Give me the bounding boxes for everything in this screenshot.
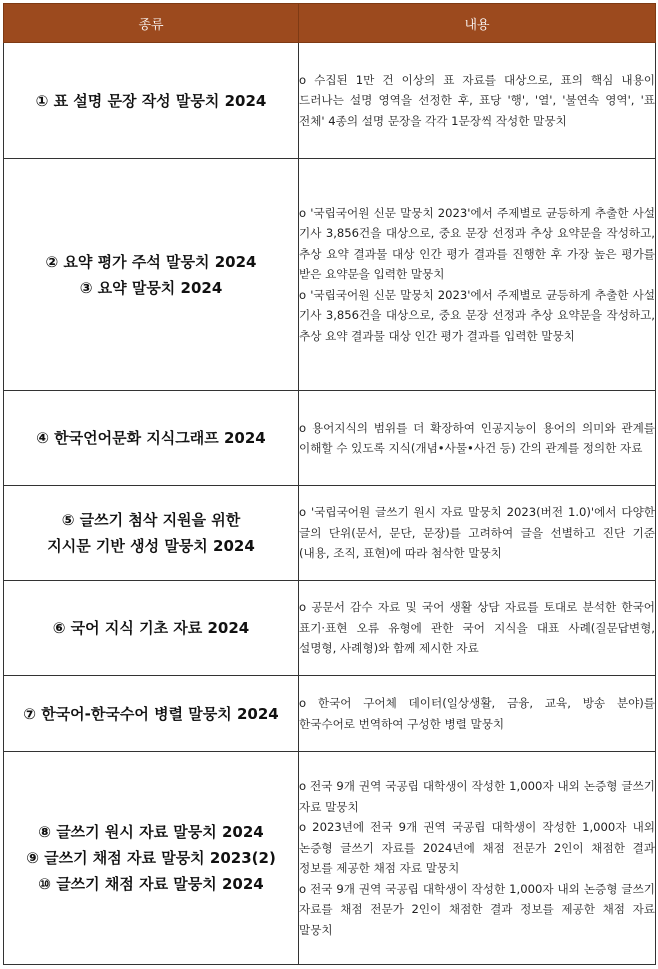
header-content: 내용 bbox=[299, 4, 656, 43]
content-paragraph: o '국립국어원 글쓰기 원시 자료 말뭉치 2023(버전 1.0)'에서 다양한 글의 단위(문서, 문단, 문장)를 고려하여 글을 선별하고 진단 기준(내용, 조직, 표현)에 따라 첨삭한 말뭉치 bbox=[299, 505, 655, 561]
content-paragraph: o 수집된 1만 건 이상의 표 자료를 대상으로, 표의 핵심 내용이 드러나는 설명 영역을 선정한 후, 표당 '행', '열', '불연속 영역', '표 전체' 4종의 설명 문장을 각각 1문장씩 작성한 말뭉치 bbox=[299, 72, 655, 128]
kind-line: ⑧ 글쓰기 원시 자료 말뭉치 2024 bbox=[38, 823, 264, 841]
kind-line: ⑩ 글쓰기 채점 자료 말뭉치 2024 bbox=[38, 875, 264, 893]
content-paragraph: o 공문서 감수 자료 및 국어 생활 상담 자료를 토대로 분석한 한국어 표기·표현 오류 유형에 관한 국어 지식을 대표 사례(질문답변형, 설명형, 사례형)와 함께 제시한 자료 bbox=[299, 600, 655, 656]
kind-line: ④ 한국언어문화 지식그래프 2024 bbox=[36, 429, 266, 447]
content-paragraph: o 용어지식의 범위를 더 확장하여 인공지능이 용어의 의미와 관계를 이해할 수 있도록 지식(개념•사물•사건 등) 간의 관계를 정의한 자료 bbox=[299, 420, 655, 455]
content-cell bbox=[299, 676, 656, 752]
content-cell bbox=[299, 43, 656, 159]
content-paragraph: o 2023년에 전국 9개 권역 국공립 대학생이 작성한 1,000자 내외 논증형 글쓰기 자료를 2024년에 채점 전문가 2인이 채점한 결과 정보를 제공한 채점 자료 말뭉치 bbox=[299, 820, 655, 875]
table-row bbox=[4, 752, 656, 965]
kind-cell bbox=[4, 581, 299, 676]
table-row bbox=[4, 391, 656, 486]
content-paragraph: o 전국 9개 권역 국공립 대학생이 작성한 1,000자 내외 논증형 글쓰기 자료 말뭉치 bbox=[299, 779, 655, 814]
content-cell bbox=[299, 391, 656, 486]
table-row bbox=[4, 581, 656, 676]
kind-line: ⑤ 글쓰기 첨삭 지원을 위한 bbox=[61, 511, 241, 529]
kind-line: ⑦ 한국어-한국수어 병렬 말뭉치 2024 bbox=[23, 704, 279, 723]
header-row bbox=[4, 4, 656, 43]
content-cell bbox=[299, 581, 656, 676]
content-paragraph: o '국립국어원 신문 말뭉치 2023'에서 주제별로 균등하게 추출한 사설 기사 3,856건을 대상으로, 중요 문장 선정과 추상 요약문을 작성하고, 추상 요약 결과물 대상 인간 평가 결과를 진행한 후 가장 높은 평가를 받은 요약문을 입력한 말뭉치 bbox=[299, 205, 655, 282]
content-paragraph: o '국립국어원 신문 말뭉치 2023'에서 주제별로 균등하게 추출한 사설 기사 3,856건을 대상으로, 중요 문장 선정과 추상 요약문을 작성하고, 추상 요약 결과물 대상 인간 평가 결과를 입력한 말뭉치 bbox=[299, 287, 655, 343]
kind-line: ③ 요약 말뭉치 2024 bbox=[79, 278, 223, 297]
table-row bbox=[4, 159, 656, 391]
kind-line: ⑥ 국어 지식 기초 자료 2024 bbox=[52, 619, 250, 637]
kind-cell bbox=[4, 159, 299, 391]
kind-line: ② 요약 평가 주석 말뭉치 2024 bbox=[45, 252, 257, 271]
table-row bbox=[4, 43, 656, 159]
table-row bbox=[4, 486, 656, 581]
content-cell bbox=[299, 752, 656, 965]
corpus-table bbox=[3, 3, 656, 965]
kind-line: ⑨ 글쓰기 채점 자료 말뭉치 2023(2) bbox=[26, 849, 276, 867]
header-kind: 종류 bbox=[4, 4, 299, 43]
kind-cell bbox=[4, 391, 299, 486]
kind-cell bbox=[4, 43, 299, 159]
content-paragraph: o 전국 9개 권역 국공립 대학생이 작성한 1,000자 내외 논증형 글쓰기 자료를 채점 전문가 2인이 채점한 결과 정보를 제공한 채점 자료 말뭉치 bbox=[299, 881, 655, 937]
content-cell bbox=[299, 159, 656, 391]
content-cell bbox=[299, 486, 656, 581]
table-row bbox=[4, 676, 656, 752]
kind-cell bbox=[4, 676, 299, 752]
kind-line: 지시문 기반 생성 말뭉치 2024 bbox=[47, 537, 255, 555]
kind-cell bbox=[4, 486, 299, 581]
kind-cell bbox=[4, 752, 299, 965]
content-paragraph: o 한국어 구어체 데이터(일상생활, 금융, 교육, 방송 분야)를 한국수어로 번역하여 구성한 병렬 말뭉치 bbox=[299, 696, 655, 731]
kind-line: ① 표 설명 문장 작성 말뭉치 2024 bbox=[35, 91, 267, 110]
